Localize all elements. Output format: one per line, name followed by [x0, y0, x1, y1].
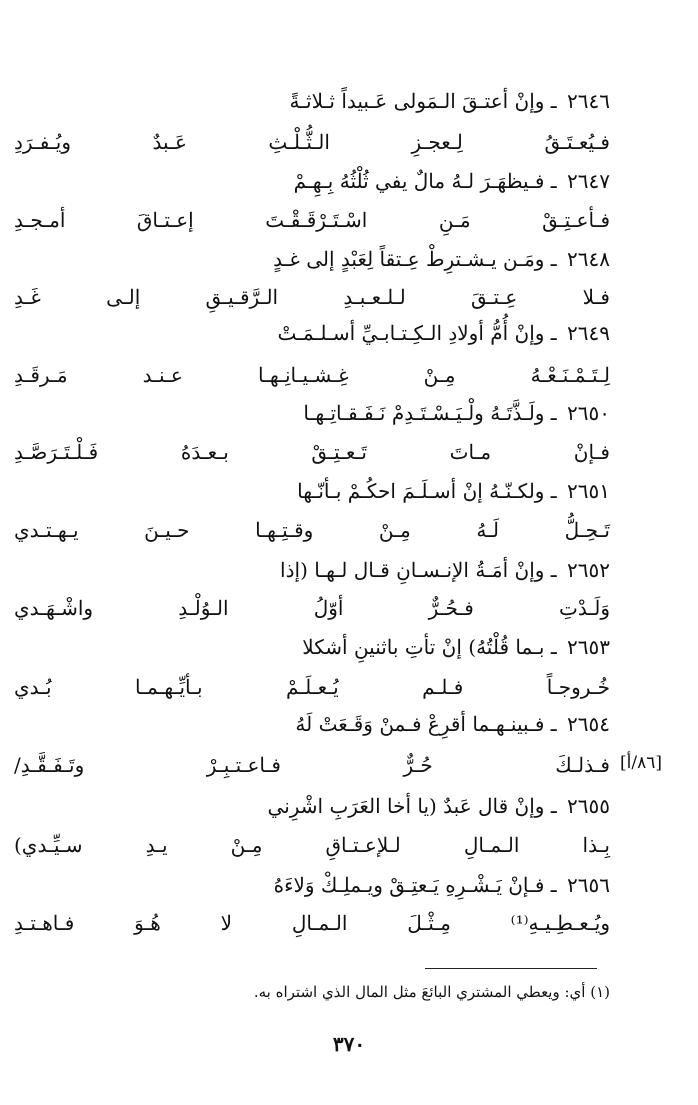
verse-2651-second-hemistich: تَـحِـلُّ لَـهُ مِـنْ وقـتِـهـا حـيـنَ يـهـتـدي	[14, 518, 610, 542]
verse-2654-first-hemistich	[295, 709, 610, 739]
verse-text: ـ وإنْ أُمُّ أولادِ الـكِـتـابـيِّ أسـلـمَـتْ	[277, 321, 557, 345]
verse-number: ٢٦٥٢	[567, 558, 610, 582]
verse-2648-first-hemistich	[273, 244, 610, 274]
verse-text: ـ فـإنْ يَـشْـرِهِ يَـعتِـقْ ويـملِـكْ وَلاءَهُ	[273, 873, 557, 897]
verse-2653-first-hemistich	[302, 632, 610, 662]
verse-text: ـ ولَـذَّتَـهُ ولْـيَـسْـتَـدِمْ نَـفَـقـاتِـهـا	[303, 401, 557, 425]
verse-number: ٢٦٥٠	[567, 401, 610, 425]
verse-number: ٢٦٥٣	[567, 635, 610, 659]
footnote-divider	[425, 968, 597, 969]
verse-2649-first-hemistich	[277, 318, 610, 348]
verse-number: ٢٦٥٤	[567, 712, 610, 736]
verse-2655-first-hemistich	[268, 791, 610, 821]
verse-text: ـ وإنْ قال عَبدٌ (يا أخا العَرَبِ اشْرِني	[267, 794, 557, 818]
verse-2654-second-hemistich: فـذلـكَ حُـرٌّ فـاعـتـبِـرْ وتَـفَـقَّـدِ/	[14, 753, 610, 777]
verse-text: ـ ولكـنّـهُ إنْ أسـلَـمَ احكُـمْ بـأنّـها	[297, 479, 557, 503]
verse-2647-first-hemistich	[294, 166, 610, 196]
verse-number: ٢٦٤٩	[567, 321, 610, 345]
verse-text: ـ بـما قُلْتُهُ) إنْ تأتِ باثنينِ أشكلا	[302, 635, 557, 659]
verse-2647-second-hemistich: فـأعـتِـقْ مَـنِ اسْـتَـرْقَـقْـتَ إعـتـاقَ أمـجـدِ	[14, 208, 610, 232]
verse-2653-second-hemistich: خُـروجـاً فـلـم يُـعـلَـمْ بـأيِّـهـمـا بُـدي	[14, 675, 610, 699]
verse-2646-second-hemistich: فـيُعـتَـقُ لِـعجـزِ الـثُّـلْـثِ عَـبدٌ ويُـفـرَدِ	[14, 130, 610, 154]
verse-text: ـ وإنْ أعتـقَ الـمَولى عَـبيداً ثـلاثـةً	[289, 89, 557, 113]
verse-2651-first-hemistich	[297, 476, 610, 506]
verse-number: ٢٦٥١	[567, 479, 610, 503]
verse-2652-second-hemistich: وَلَـدْتِ فـحُـرٌّ أوّلُ الـوُلْـدِ واشْـهَـدي	[14, 596, 610, 620]
verse-2652-first-hemistich	[280, 555, 610, 585]
verse-number: ٢٦٥٥	[567, 794, 610, 818]
verse-2656-second-hemistich: ويُـعـطِـيـهِ⁽¹⁾ مِـثْـلَ الـمـالِ لا هُـوَ فـاهـتـدِ	[14, 911, 610, 935]
verse-number: ٢٦٤٦	[567, 89, 610, 113]
verse-2648-second-hemistich: فـلا عِـتـقَ لـلـعـبـدِ الـرَّقـيـقِ إلـى غَـدِ	[14, 285, 610, 309]
verse-2655-second-hemistich: بِـذا الـمـالِ لـلإعـتـاقِ مِـنْ يـدِ سـيِّـدي)	[14, 833, 610, 857]
verse-text: ـ فـيظهَـرَ لـهُ مالٌ يفي ثُلْثُهُ بِـهِـمْ	[293, 169, 557, 193]
page-number: ٣٧٠	[332, 1032, 366, 1056]
verse-2646-first-hemistich	[289, 86, 610, 116]
verse-number: ٢٦٥٦	[567, 873, 610, 897]
verse-number: ٢٦٤٧	[567, 169, 610, 193]
verse-text: ـ وإنْ أمَـةُ الإنـسـانِ قـال لـهـا (إذا	[280, 558, 557, 582]
verse-number: ٢٦٤٨	[567, 247, 610, 271]
verse-2650-second-hemistich: فـإنْ مـاتَ تَـعـتِـقْ بـعـدَهُ فَـلْـتَـرَصَّـدِ	[14, 440, 610, 464]
verse-2650-first-hemistich	[303, 398, 610, 428]
verse-text: ـ فـبينـهـما أقرِعْ فـمنْ وَقَـعَتْ لَهُ	[295, 712, 557, 736]
verse-2656-first-hemistich	[274, 870, 610, 900]
verse-text: ـ ومَـن يـشـترِطْ عِـتقاً لِعَبْدٍ إلى غـدٍ	[273, 247, 557, 271]
manuscript-folio-note: [٨٦/أ]	[620, 753, 662, 773]
verse-2649-second-hemistich: لِـتَـمْـنَـعْـهُ مِـنْ غِـشـيـانِـهـا عـنـد مَـرقَـدِ	[14, 363, 610, 387]
footnote: (١) أي: ويعطي المشتري البائعَ مثل المال الذي اشتراه به.	[253, 983, 610, 1001]
